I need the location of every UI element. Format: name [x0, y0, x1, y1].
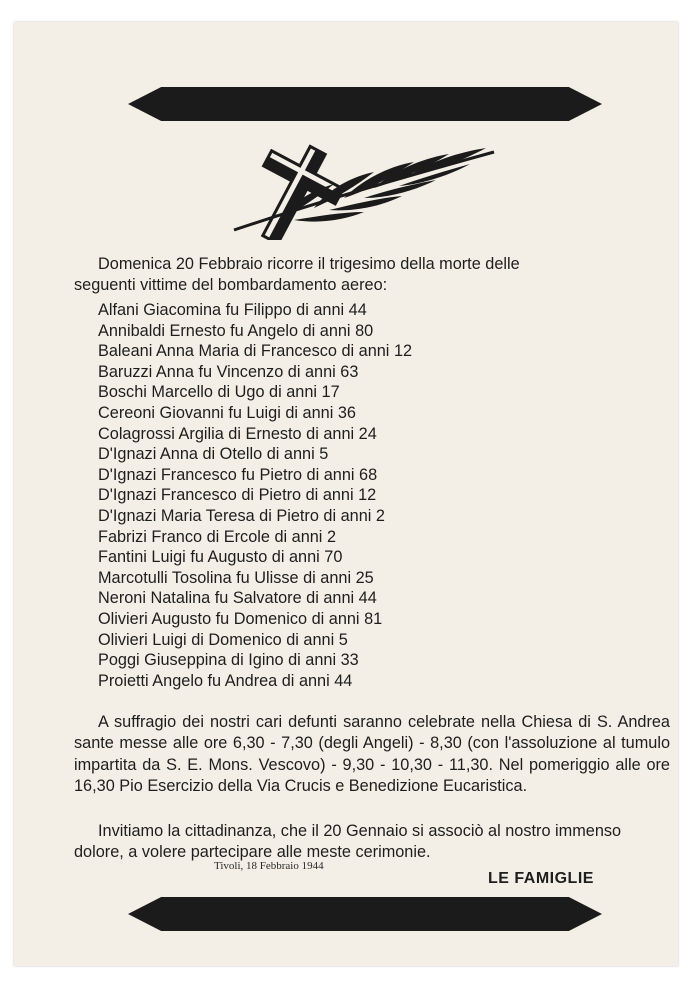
signature: LE FAMIGLIE	[488, 870, 594, 887]
victims-list	[98, 300, 618, 691]
victim-entry: Marcotulli Tosolina fu Ulisse di anni 25	[98, 568, 374, 587]
cross-with-palm-branch-icon	[224, 140, 504, 240]
place-date-line: Tivoli, 18 Febbraio 1944	[214, 860, 324, 872]
victim-entry: Poggi Giuseppina di Igino di anni 33	[98, 651, 359, 670]
mass-schedule-first-line: A suffragio dei nostri cari defunti saranno celebrate nella	[98, 713, 516, 731]
invitation-first-line: Invitiamo la cittadinanza, che il 20 Gennaio si associò al nostro	[98, 822, 551, 840]
victim-entry: Neroni Natalina fu Salvatore di anni 44	[98, 589, 377, 608]
victim-entry: Olivieri Augusto fu Domenico di anni 81	[98, 609, 383, 628]
invitation-paragraph	[74, 821, 670, 864]
victim-entry: Colagrossi Argilia di Ernesto di anni 24	[98, 424, 377, 443]
victim-entry: Boschi Marcello di Ugo di anni 17	[98, 383, 340, 402]
victim-entry: D'Ignazi Francesco di Pietro di anni 12	[98, 486, 377, 505]
victim-entry: Annibaldi Ernesto fu Angelo di anni 80	[98, 321, 374, 340]
bottom-mourning-band	[128, 897, 602, 931]
intro-line-1: Domenica 20 Febbraio ricorre il trigesimo della morte delle	[98, 255, 520, 273]
victim-entry: Baleani Anna Maria di Francesco di anni 12	[98, 342, 413, 361]
victim-entry: Olivieri Luigi di Domenico di anni 5	[98, 630, 348, 649]
mass-schedule-paragraph	[74, 712, 670, 798]
victim-entry: D'Ignazi Maria Teresa di Pietro di anni 2	[98, 506, 385, 525]
victim-entry: D'Ignazi Francesco fu Pietro di anni 68	[98, 465, 378, 484]
mourning-poster	[14, 22, 678, 966]
victim-entry: Fabrizi Franco di Ercole di anni 2	[98, 527, 336, 546]
victim-entry: Proietti Angelo fu Andrea di anni 44	[98, 671, 353, 690]
intro-paragraph	[74, 254, 670, 297]
intro-line-2: seguenti vittime del bombardamento aereo:	[74, 276, 388, 295]
top-mourning-band	[128, 87, 602, 121]
victim-entry: Fantini Luigi fu Augusto di anni 70	[98, 548, 343, 567]
invitation-rest: immenso dolore, a volere partecipare alle meste cerimonie.	[74, 822, 622, 862]
victim-entry: D'Ignazi Anna di Otello di anni 5	[98, 445, 329, 464]
victim-entry: Baruzzi Anna fu Vincenzo di anni 63	[98, 362, 359, 381]
mass-schedule-rest: Chiesa di S. Andrea sante messe alle ore 6,30 - 7,30 (degli Angeli) - 8,30 (con l'assoluzione al tumulo impartita da S. E. Mons. Vescovo) - 9,30 - 10,30 - 11,30. Nel pomeriggio alle ore 16,30 Pio Esercizio della Via Crucis e Benedizione Eucaristica.	[74, 713, 670, 796]
victim-entry: Alfani Giacomina fu Filippo di anni 44	[98, 301, 367, 319]
victim-entry: Cereoni Giovanni fu Luigi di anni 36	[98, 403, 356, 422]
